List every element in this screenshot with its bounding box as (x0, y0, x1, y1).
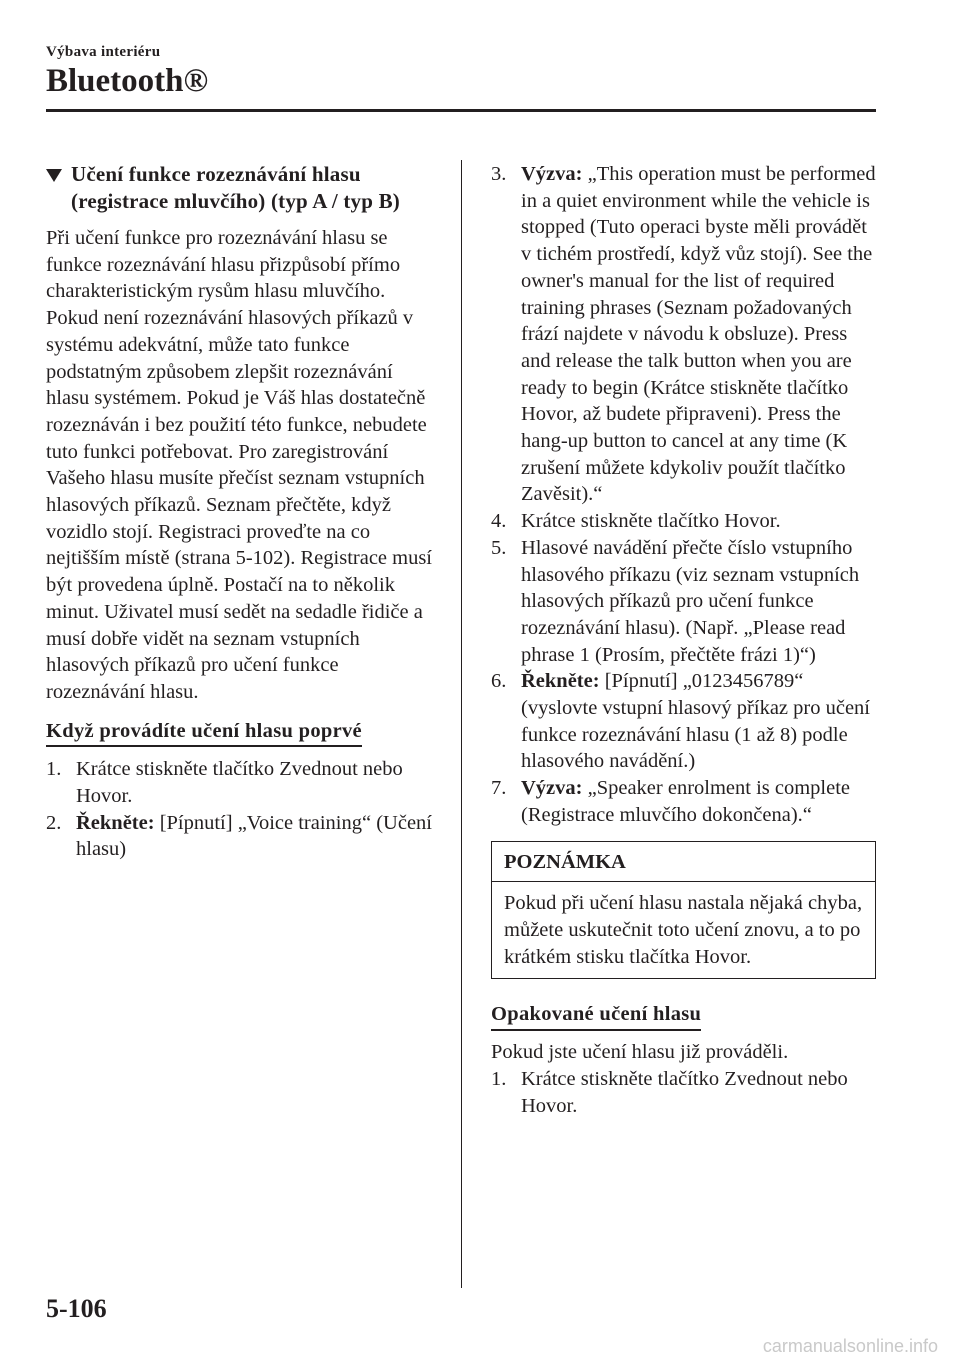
list-item (46, 756, 438, 809)
watermark: carmanualsonline.info (762, 1336, 938, 1356)
note-box (491, 841, 876, 980)
chapter-category: Výbava interiéru (46, 44, 161, 60)
step-body (521, 668, 876, 775)
subheading-repeat: Opakované učení hlasu (491, 1001, 701, 1031)
step-label: Řekněte: (76, 811, 155, 834)
triangle-bullet-icon (46, 169, 62, 182)
continued-steps (491, 161, 876, 829)
step-body (521, 775, 876, 828)
step-number: 4. (491, 510, 507, 533)
page-number: 5-106 (46, 1294, 107, 1323)
note-title (492, 842, 875, 883)
step-text: „This operation must be performed in a quiet environment while the vehicle is stopped (Tuto operaci byste měli provádět v tichém prostředí, když vůz stojí). See the owner's manual for the list of required training phrases (Seznam požadovaných frází najdete v návodu k obsluze). Press and release the talk button when you are ready to begin (Krátce stiskněte tlačítko Hovor, až budete připraveni). Press the hang-up button to cancel at any time (K zrušení můžete kdykoliv použít tlačítko Zavěsit).“ (521, 163, 876, 506)
list-item (491, 668, 876, 775)
left-column (46, 161, 438, 863)
step-number: 1. (46, 758, 62, 781)
repeat-paragraph: Pokud jste učení hlasu již prováděli. (491, 1041, 789, 1064)
step-text: Hlasové navádění přečte číslo vstupního hlasového příkazu (viz seznam vstupních hlasových příkazů pro učení funkce rozeznávání hlasu). (Např. „Please read phrase 1 (Prosím, přečtěte frázi 1)“) (521, 536, 860, 666)
subheading-first-time: Když provádíte učení hlasu poprvé (46, 718, 362, 748)
step-number: 6. (491, 670, 507, 693)
intro-paragraph: Při učení funkce pro rozeznávání hlasu se funkce rozeznávání hlasu přizpůsobí přímo charakteristickým rysům hlasu mluvčího. Pokud není rozeznávání hlasových příkazů v systému adekvátní, může tato funkce podstatným způsobem zlepšit rozeznávání hlasu systémem. Pokud je Váš hlas dostatečně rozeznáván i bez použití této funkce, nebudete tuto funkci potřebovat. Pro zaregistrování Vašeho hlasu musíte přečíst seznam vstupních hlasových příkazů. Seznam přečtěte, když vozidlo stojí. Registraci proveďte na co nejtišším místě (strana 5-102). Registrace musí být provedena úplně. Postačí na to několik minut. Uživatel musí sedět na sedadle řidiče a musí dobře vidět na seznam vstupních hlasových příkazů pro učení funkce rozeznávání hlasu. (46, 227, 433, 703)
list-item (491, 535, 876, 669)
step-body (521, 161, 876, 508)
right-column (491, 161, 876, 1119)
step-body (76, 810, 438, 863)
step-text: [Pípnutí] „Voice training“ (Učení hlasu) (76, 811, 432, 861)
step-label: Řekněte: (521, 670, 600, 693)
step-number: 5. (491, 536, 507, 559)
list-item (491, 1066, 876, 1119)
step-number: 7. (491, 777, 507, 800)
step-number: 3. (491, 163, 507, 185)
section-title (46, 161, 438, 215)
step-number: 2. (46, 811, 62, 834)
step-label: Výzva: (521, 777, 583, 800)
step-text: [Pípnutí] „0123456789“ (vyslovte vstupní hlasový příkaz pro učení funkce rozeznávání hlasu (1 až 8) podle hlasového navádění.) (521, 670, 871, 773)
step-text: Krátce stiskněte tlačítko Zvednout nebo Hovor. (76, 758, 403, 808)
list-item (491, 508, 876, 535)
column-divider (461, 160, 462, 1288)
step-number: 1. (491, 1067, 507, 1090)
list-item (46, 810, 438, 863)
page-title: Bluetooth® (46, 63, 209, 99)
note-text: Pokud při učení hlasu nastala nějaká chyba, můžete uskutečnit toto učení znovu, a to po krátkém stisku tlačítka Hovor. (504, 892, 863, 968)
first-time-steps (46, 756, 438, 863)
note-title-text: POZNÁMKA (504, 850, 626, 873)
step-text: Krátce stiskněte tlačítko Zvednout nebo Hovor. (521, 1067, 848, 1117)
step-label: Výzva: (521, 163, 583, 185)
step-text: Krátce stiskněte tlačítko Hovor. (521, 510, 781, 533)
list-item (491, 775, 876, 828)
section-title-text: Učení funkce rozeznávání hlasu (registrace mluvčího) (typ A / typ B) (71, 162, 400, 213)
step-text: „Speaker enrolment is complete (Registrace mluvčího dokončena).“ (521, 777, 851, 826)
list-item (491, 161, 876, 508)
header-divider (46, 109, 876, 112)
